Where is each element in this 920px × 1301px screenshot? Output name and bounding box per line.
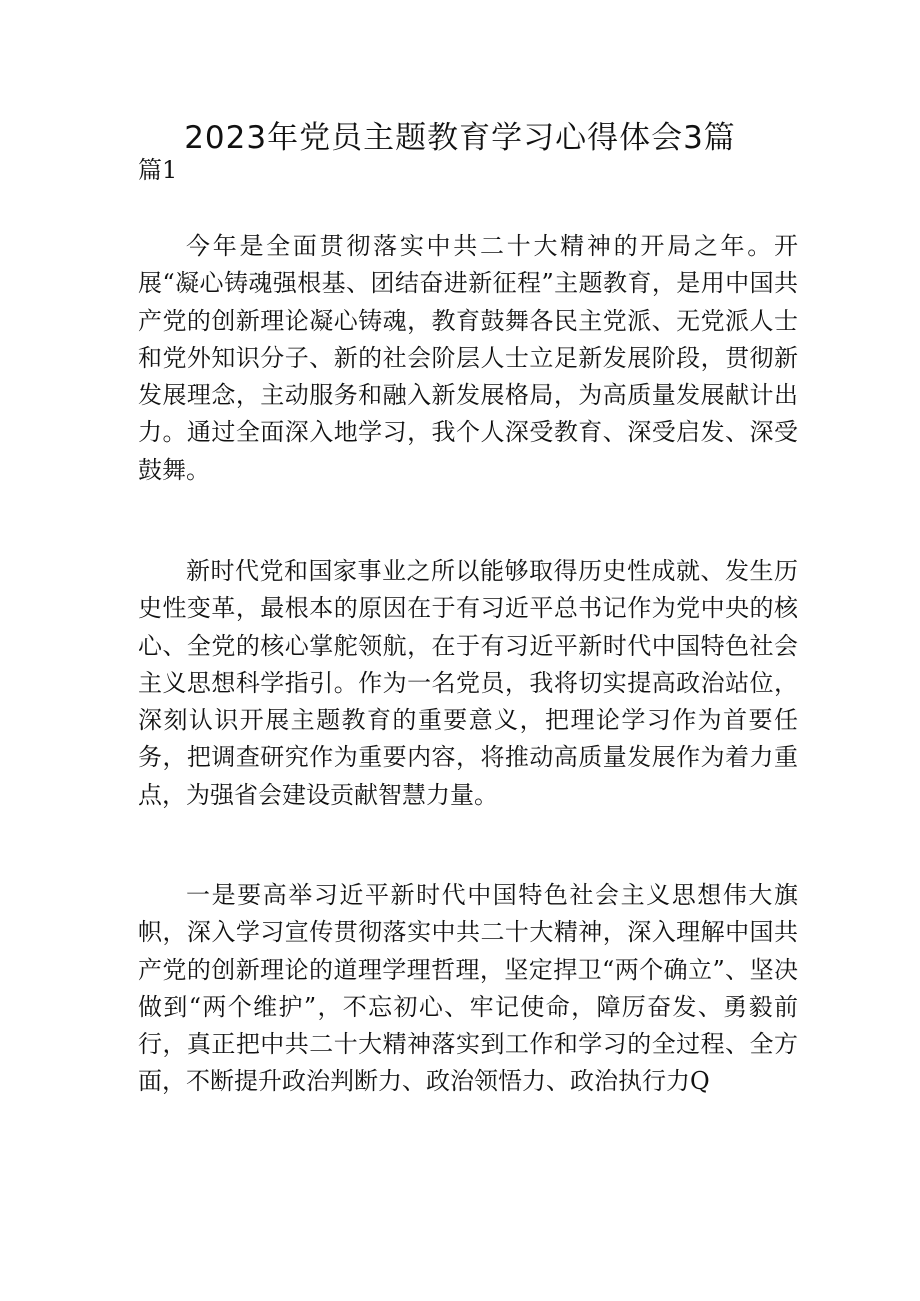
paragraph-3: 一是要高举习近平新时代中国特色社会主义思想伟大旗帜，深入学习宣传贯彻落实中共二十大精神，深入理解中国共产党的创新理论的道理学理哲理，坚定捍卫“两个确立”、坚决做到“两个维护”，不忘初心、牢记使命，障厉奋发、勇毅前行，真正把中共二十大精神落实到工作和学习的全过程、全方面，不断提升政治判断力、政治领悟力、政治执行力Q [138, 881, 798, 1096]
section-label: 篇1 [138, 156, 178, 184]
paragraph-1: 今年是全面贯彻落实中共二十大精神的开局之年。开展“凝心铸魂强根基、团结奋进新征程”主题教育，是用中国共产党的创新理论凝心铸魂，教育鼓舞各民主党派、无党派人士和党外知识分子、新的社会阶层人士立足新发展阶段，贯彻新发展理念，主动服务和融入新发展格局，为高质量发展献计出力。通过全面深入地学习，我个人深受教育、深受启发、深受鼓舞。 [138, 232, 798, 484]
paragraph-2: 新时代党和国家事业之所以能够取得历史性成就、发生历史性变革，最根本的原因在于有习近平总书记作为党中央的核心、全党的核心掌舵领航，在于有习近平新时代中国特色社会主义思想科学指引。作为一名党员，我将切实提高政治站位，深刻认识开展主题教育的重要意义，把理论学习作为首要任务，把调查研究作为重要内容，将推动高质量发展作为着力重点，为强省会建设贡献智慧力量。 [138, 557, 798, 809]
document-title: 2023年党员主题教育学习心得体会3篇 [184, 120, 736, 156]
